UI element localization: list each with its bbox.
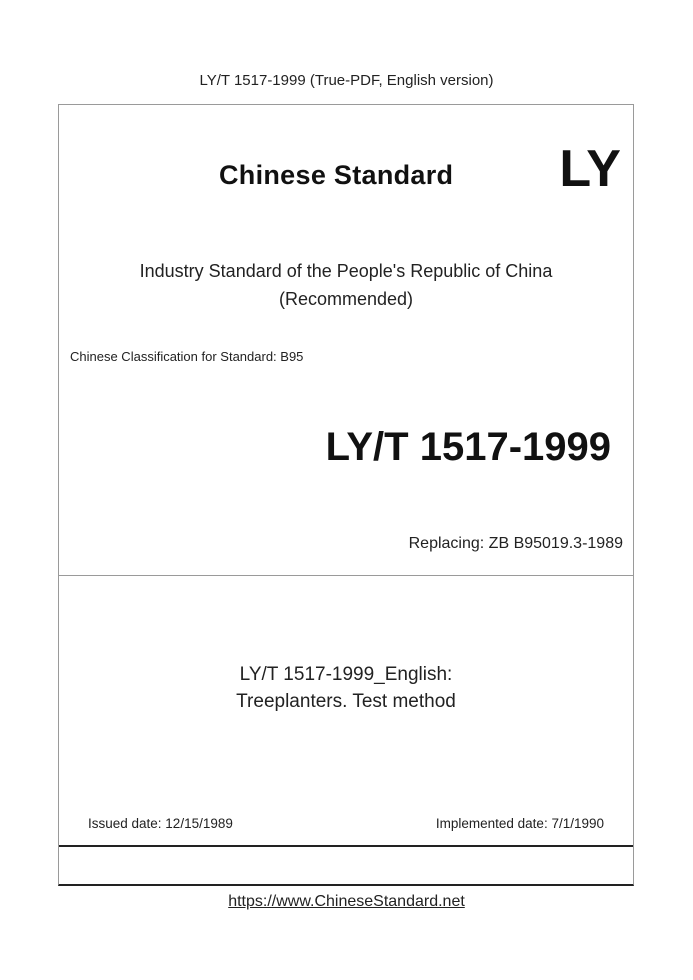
industry-line-1: Industry Standard of the People's Republic of China — [139, 261, 553, 281]
cover-frame — [58, 104, 634, 886]
document-header: LY/T 1517-1999 (True-PDF, English version) — [199, 72, 494, 89]
english-title-line-1: LY/T 1517-1999_English: — [239, 664, 453, 685]
industry-statement — [59, 257, 633, 313]
implemented-date: Implemented date: 7/1/1990 — [435, 816, 604, 831]
cover-heading: Chinese Standard — [219, 160, 454, 190]
website-link[interactable]: https://www.ChineseStandard.net — [228, 893, 465, 910]
footer-divider — [59, 845, 633, 847]
issued-date: Issued date: 12/15/1989 — [88, 816, 233, 831]
english-title-line-2: Treeplanters. Test method — [236, 691, 456, 712]
industry-line-2: (Recommended) — [278, 289, 414, 309]
english-title — [59, 661, 633, 715]
standard-number: LY/T 1517-1999 — [325, 425, 611, 469]
standard-mark: LY — [559, 140, 621, 198]
section-divider — [59, 575, 633, 576]
classification-label: Chinese Classification for Standard: B95 — [70, 349, 304, 364]
replacing-note: Replacing: ZB B95019.3-1989 — [408, 535, 623, 552]
